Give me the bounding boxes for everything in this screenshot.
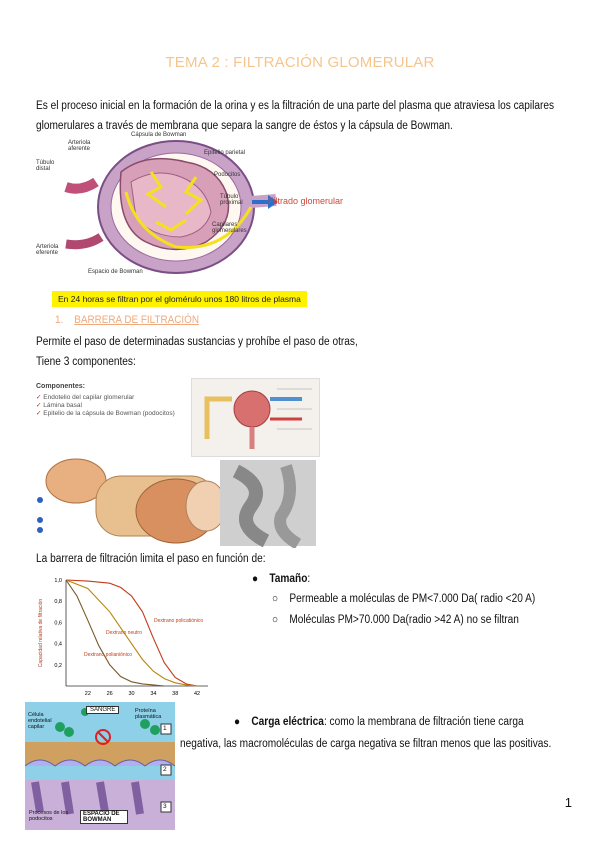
x-tick-label: 34 [150, 691, 157, 697]
label-podocitos: Podocitos [214, 172, 241, 178]
x-tick-label: 30 [128, 691, 135, 697]
label-tubulo-proximal: Túbulo proximal [220, 194, 243, 206]
x-tick-label: 22 [84, 691, 91, 697]
y-tick-label: 0,2 [54, 662, 62, 669]
x-tick-label: 38 [172, 691, 179, 697]
page-title: TEMA 2 : FILTRACIÓN GLOMERULAR [165, 54, 435, 71]
charge-label: Carga eléctrica [251, 716, 324, 728]
section-label: BARRERA DE FILTRACIÓN [74, 314, 199, 326]
x-tick-label: 26 [106, 691, 113, 697]
components-item: ✓ Lámina basal [36, 402, 82, 409]
fig3-n3: 3 [163, 803, 167, 810]
charge-figure [25, 702, 180, 830]
nephron-figure [191, 378, 320, 457]
filtration-chart-svg [36, 574, 214, 700]
fig3-espacio: ESPACIO DE BOWMAN [80, 810, 128, 824]
y-tick-label: 0,4 [54, 641, 62, 648]
legend-label: Dextrano neutro [106, 630, 142, 636]
highlight-note: En 24 horas se filtran por el glomérulo unos 180 litros de plasma [52, 291, 307, 307]
components-item: ✓ Endotelio del capilar glomerular [36, 394, 135, 401]
y-tick-label: 0,6 [54, 620, 62, 627]
components-item: ✓ Epitelio de la cápsula de Bowman (podocitos) [36, 410, 175, 417]
barrier-drawing [36, 456, 318, 548]
page-number: 1 [564, 795, 572, 810]
fig3-n2: 2 [163, 766, 167, 773]
intro-paragraph: Es el proceso inicial en la formación de la orina y es la filtración de una parte del plasma que atraviesa los capilares glomerulares a través de membrana que separa la sangre de éstos y la cápsula de Bowman. [36, 100, 555, 132]
limit-line: La barrera de filtración limita el paso en función de: [36, 553, 266, 565]
label-epitelio-parietal: Epitelio parietal [204, 150, 246, 156]
size-sub-item: ○ Permeable a moléculas de PM<7.000 Da( radio <20 A) [272, 593, 536, 605]
legend-label: Dextrano policatiónico [154, 618, 204, 624]
fig3-proteina: Proteína plasmática [135, 708, 162, 720]
legend-label: Dextrano polianiónico [84, 652, 133, 658]
components-box [36, 383, 186, 443]
barrera-line-1: Permite el paso de determinadas sustancias y prohíbe el paso de otras, [36, 336, 358, 348]
filtration-chart [36, 574, 214, 700]
section-heading [55, 314, 199, 326]
fig3-procesos: Procesos de los podocitos [29, 810, 69, 822]
size-label: Tamaño [269, 573, 308, 585]
nephron-drawing [192, 379, 319, 456]
charge-bullet: ● Carga eléctrica: como la membrana de filtración tiene carga [234, 716, 524, 728]
size-bullet: ● Tamaño: [252, 573, 311, 585]
label-tubulo-distal: Túbulo distal [36, 160, 55, 172]
label-arteriola-eferente: Arteriola eferente [36, 244, 59, 256]
section-number: 1. [55, 314, 64, 326]
label-capilares: Capilares glomerulares [212, 222, 247, 234]
fig3-celula: Célula endotelial capilar [28, 712, 52, 730]
fig3-n1: 1 [163, 725, 167, 732]
components-heading: Componentes: [36, 383, 85, 390]
y-tick-label: 0,8 [54, 599, 62, 606]
label-arteriola-aferente: Arteriola aferente [68, 140, 91, 152]
x-tick-label: 42 [194, 691, 201, 697]
size-suffix: : [307, 573, 311, 585]
filtration-barrier-figure [36, 456, 318, 548]
label-espacio-bowman: Espacio de Bowman [88, 269, 143, 275]
charge-text-2: negativa, las macromoléculas de carga negativa se filtran menos que las positivas. [180, 738, 552, 750]
filtrado-label: Filtrado glomerular [268, 196, 344, 206]
barrera-line-2: Tiene 3 componentes: [36, 356, 136, 368]
glomerulus-figure [36, 132, 366, 277]
y-axis-label: Capacidad relativa de filtración [38, 598, 44, 668]
y-tick-label: 1,0 [54, 578, 62, 584]
label-capsula: Cápsula de Bowman [131, 132, 187, 138]
fig3-sangre: SANGRE [86, 706, 119, 714]
size-sub-item: ○ Moléculas PM>70.000 Da(radio >42 A) no se filtran [272, 614, 519, 626]
charge-text-1: : como la membrana de filtración tiene carga [323, 716, 524, 728]
